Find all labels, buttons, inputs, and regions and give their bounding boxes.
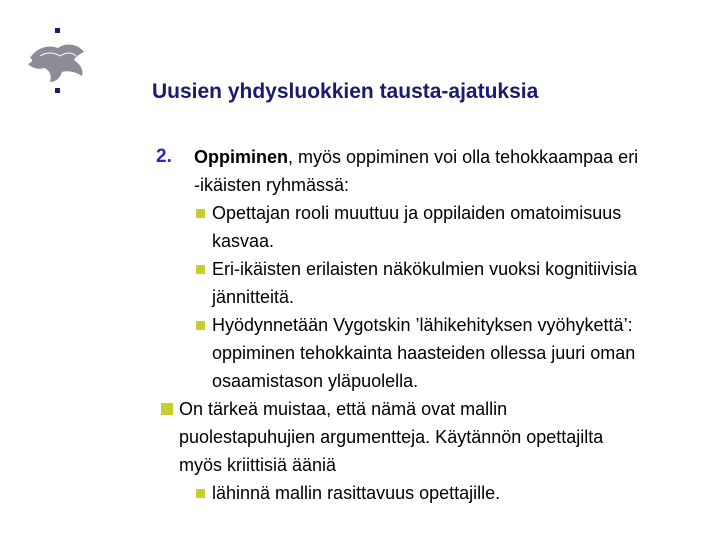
sub-bullet-line: Hyödynnetään Vygotskin ’lähikehityksen vyöhykettä’: <box>212 315 633 335</box>
slide-content <box>150 143 710 507</box>
sub-bullet-line: lähinnä mallin rasittavuus opettajille. <box>212 483 501 503</box>
item-number: 2. <box>156 146 172 167</box>
bullet-line: On tärkeä muistaa, että nämä ovat mallin <box>179 399 508 419</box>
numbered-item-rest: , myös oppiminen voi olla tehokkaampaa eri <box>288 147 639 167</box>
sub-bullet-item <box>150 255 710 311</box>
bullet-line: myös kriittisiä ääniä <box>179 455 337 475</box>
sub-bullet-item <box>150 479 710 507</box>
bullet-item <box>150 395 710 479</box>
sub-bullet-line: Opettajan rooli muuttuu ja oppilaiden omatoimisuus <box>212 203 622 223</box>
sub-bullet-line: oppiminen tehokkainta haasteiden ollessa juuri oman <box>212 343 636 363</box>
square-bullet-icon <box>196 209 205 218</box>
sub-bullet-item <box>150 199 710 255</box>
numbered-item-line1 <box>194 143 710 171</box>
sub-bullet-line: kasvaa. <box>212 231 275 251</box>
numbered-item-bold: Oppiminen <box>194 147 288 167</box>
slide-title: Uusien yhdysluokkien tausta-ajatuksia <box>152 80 539 103</box>
bullet-line: puolestapuhujien argumentteja. Käytännön opettajilta <box>179 427 604 447</box>
square-bullet-icon <box>161 403 173 415</box>
sub-bullet-item <box>150 311 710 395</box>
square-bullet-icon <box>196 265 205 274</box>
university-logo-icon <box>22 22 92 102</box>
square-bullet-icon <box>196 321 205 330</box>
square-bullet-icon <box>196 489 205 498</box>
numbered-item <box>150 143 710 199</box>
numbered-item-line2: -ikäisten ryhmässä: <box>194 175 350 195</box>
sub-bullet-line: osaamistason yläpuolella. <box>212 371 419 391</box>
sub-bullet-line: Eri-ikäisten erilaisten näkökulmien vuoksi kognitiivisia <box>212 259 638 279</box>
sub-bullet-line: jännitteitä. <box>212 287 295 307</box>
